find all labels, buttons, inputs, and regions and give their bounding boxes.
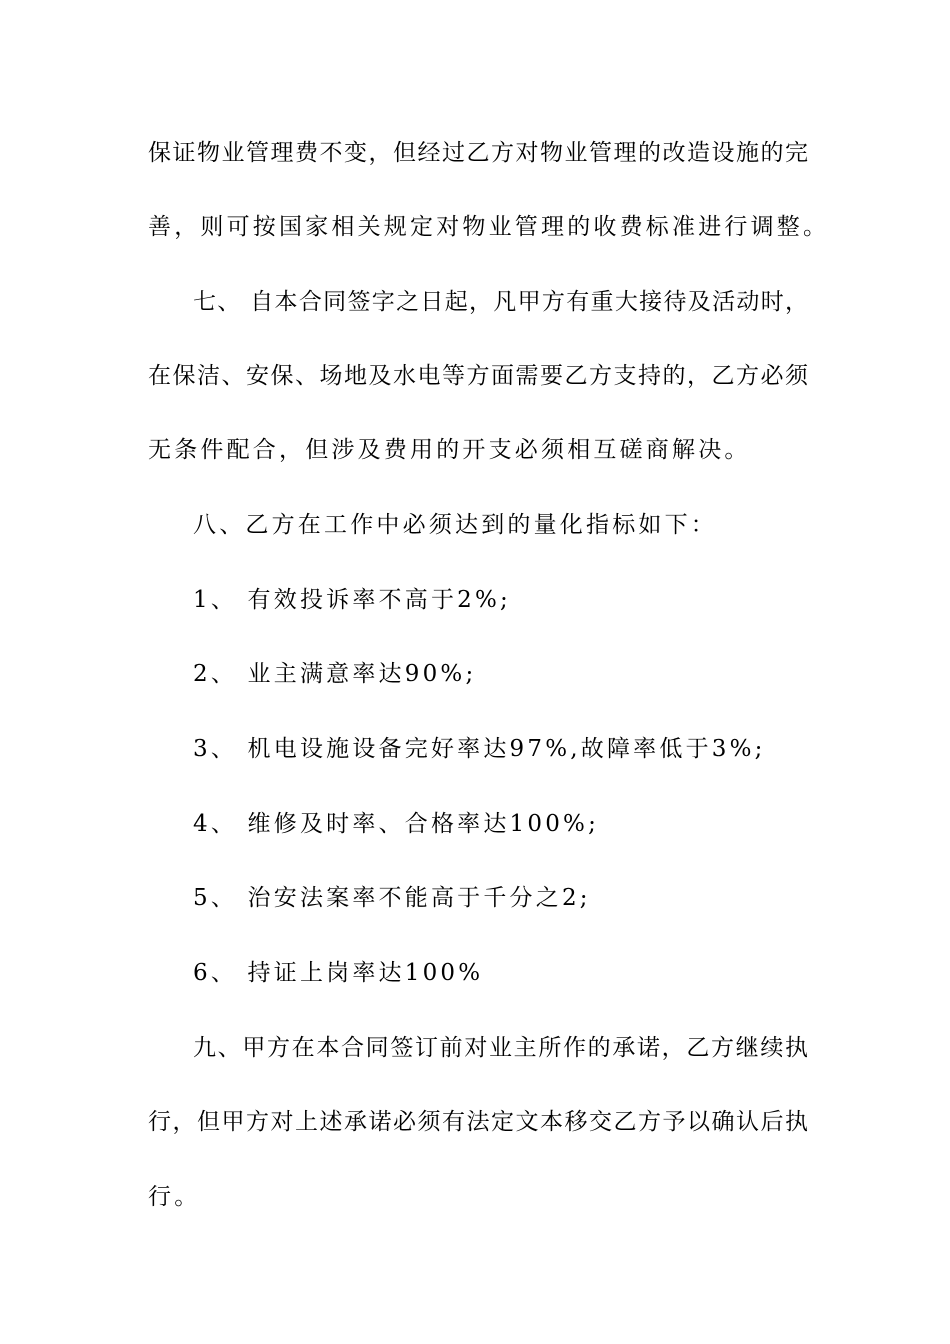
clause-7-line-1: 七、 自本合同签字之日起，凡甲方有重大接待及活动时，	[193, 289, 808, 315]
metric-item-5: 5、 治安法案率不能高于千分之2;	[193, 885, 591, 911]
clause-9-line-1: 九、甲方在本合同签订前对业主所作的承诺，乙方继续执	[193, 1035, 808, 1061]
metric-item-1: 1、 有效投诉率不高于2%;	[193, 587, 511, 613]
metric-item-6: 6、 持证上岗率达100%	[193, 960, 484, 986]
clause-7-line-3: 无条件配合，但涉及费用的开支必须相互磋商解决。	[148, 437, 751, 463]
clause-9-line-2: 行，但甲方对上述承诺必须有法定文本移交乙方予以确认后执	[148, 1109, 808, 1135]
clause-9-line-3: 行。	[148, 1184, 201, 1210]
paragraph-line-2: 善，则可按国家相关规定对物业管理的收费标准进行调整。	[148, 214, 830, 240]
metric-item-4: 4、 维修及时率、合格率达100%;	[193, 811, 600, 837]
clause-8-heading: 八、乙方在工作中必须达到的量化指标如下：	[193, 512, 717, 538]
clause-7-line-2: 在保洁、安保、场地及水电等方面需要乙方支持的，乙方必须	[148, 363, 808, 389]
paragraph-line-1: 保证物业管理费不变，但经过乙方对物业管理的改造设施的完	[148, 140, 808, 166]
metric-item-3: 3、 机电设施设备完好率达97%,故障率低于3%;	[193, 736, 766, 762]
metric-item-2: 2、 业主满意率达90%;	[193, 661, 477, 687]
